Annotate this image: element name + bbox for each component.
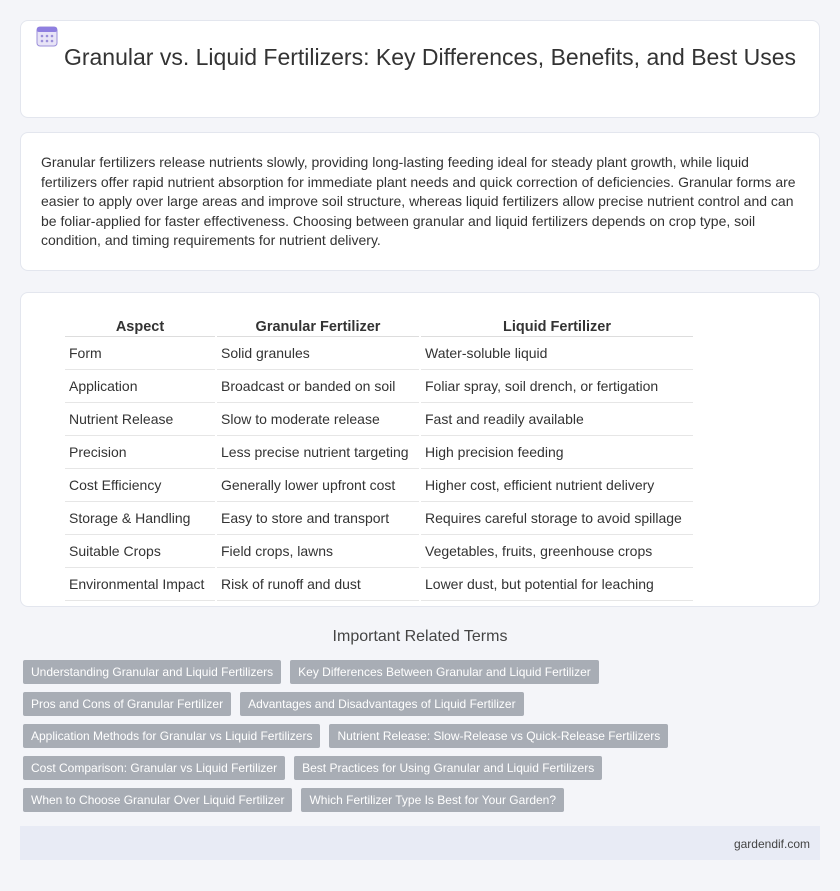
table-cell: Solid granules: [217, 339, 419, 370]
related-terms-list: [23, 660, 813, 812]
table-cell: Suitable Crops: [65, 537, 215, 568]
header-card: [20, 20, 820, 118]
table-row: [65, 372, 693, 403]
page-title: Granular vs. Liquid Fertilizers: Key Differences, Benefits, and Best Uses: [63, 44, 797, 70]
table-cell: Cost Efficiency: [65, 471, 215, 502]
column-header: Aspect: [65, 317, 215, 337]
table-row: [65, 570, 693, 601]
table-cell: Higher cost, efficient nutrient delivery: [421, 471, 693, 502]
related-term-link[interactable]: Which Fertilizer Type Is Best for Your Garden?: [301, 788, 564, 812]
table-cell: Generally lower upfront cost: [217, 471, 419, 502]
calendar-icon: [36, 25, 58, 47]
column-header: Liquid Fertilizer: [421, 317, 693, 337]
table-row: [65, 339, 693, 370]
table-cell: Application: [65, 372, 215, 403]
related-term-link[interactable]: Cost Comparison: Granular vs Liquid Fertilizer: [23, 756, 285, 780]
table-cell: Nutrient Release: [65, 405, 215, 436]
table-row: [65, 504, 693, 535]
related-term-link[interactable]: Best Practices for Using Granular and Liquid Fertilizers: [294, 756, 602, 780]
comparison-table: [63, 315, 695, 603]
table-row: [65, 471, 693, 502]
table-cell: Precision: [65, 438, 215, 469]
table-cell: Water-soluble liquid: [421, 339, 693, 370]
table-row: [65, 405, 693, 436]
column-header: Granular Fertilizer: [217, 317, 419, 337]
table-cell: Foliar spray, soil drench, or fertigation: [421, 372, 693, 403]
footer: [20, 826, 820, 860]
table-cell: Slow to moderate release: [217, 405, 419, 436]
table-cell: Vegetables, fruits, greenhouse crops: [421, 537, 693, 568]
related-term-link[interactable]: Application Methods for Granular vs Liquid Fertilizers: [23, 724, 320, 748]
related-term-link[interactable]: When to Choose Granular Over Liquid Fertilizer: [23, 788, 292, 812]
related-term-link[interactable]: Key Differences Between Granular and Liquid Fertilizer: [290, 660, 599, 684]
table-cell: Field crops, lawns: [217, 537, 419, 568]
table-cell: Less precise nutrient targeting: [217, 438, 419, 469]
table-header-row: [65, 317, 693, 337]
related-term-link[interactable]: Pros and Cons of Granular Fertilizer: [23, 692, 231, 716]
table-cell: Form: [65, 339, 215, 370]
table-cell: Environmental Impact: [65, 570, 215, 601]
related-term-link[interactable]: Understanding Granular and Liquid Fertilizers: [23, 660, 281, 684]
table-cell: Fast and readily available: [421, 405, 693, 436]
table-cell: High precision feeding: [421, 438, 693, 469]
related-terms-title: Important Related Terms: [332, 628, 508, 645]
table-cell: Requires careful storage to avoid spillage: [421, 504, 693, 535]
intro-card: [20, 132, 820, 271]
table-cell: Storage & Handling: [65, 504, 215, 535]
table-cell: Lower dust, but potential for leaching: [421, 570, 693, 601]
comparison-card: [20, 292, 820, 607]
table-row: [65, 537, 693, 568]
related-term-link[interactable]: Nutrient Release: Slow-Release vs Quick-Release Fertilizers: [329, 724, 668, 748]
footer-site-link[interactable]: gardendif.com: [733, 837, 810, 851]
table-cell: Easy to store and transport: [217, 504, 419, 535]
table-cell: Broadcast or banded on soil: [217, 372, 419, 403]
table-cell: Risk of runoff and dust: [217, 570, 419, 601]
table-row: [65, 438, 693, 469]
related-term-link[interactable]: Advantages and Disadvantages of Liquid Fertilizer: [240, 692, 524, 716]
intro-paragraph: Granular fertilizers release nutrients slowly, providing long-lasting feeding ideal for steady plant growth, while liquid fertilizers offer rapid nutrient absorption for immediate plant needs and quick correction of deficiencies. Granular forms are easier to apply over large areas and improve soil structure, whereas liquid fertilizers allow precise nutrient control and can be foliar-applied for faster effectiveness. Choosing between granular and liquid fertilizers depends on crop type, soil condition, and timing requirements for nutrient delivery.: [41, 154, 796, 248]
